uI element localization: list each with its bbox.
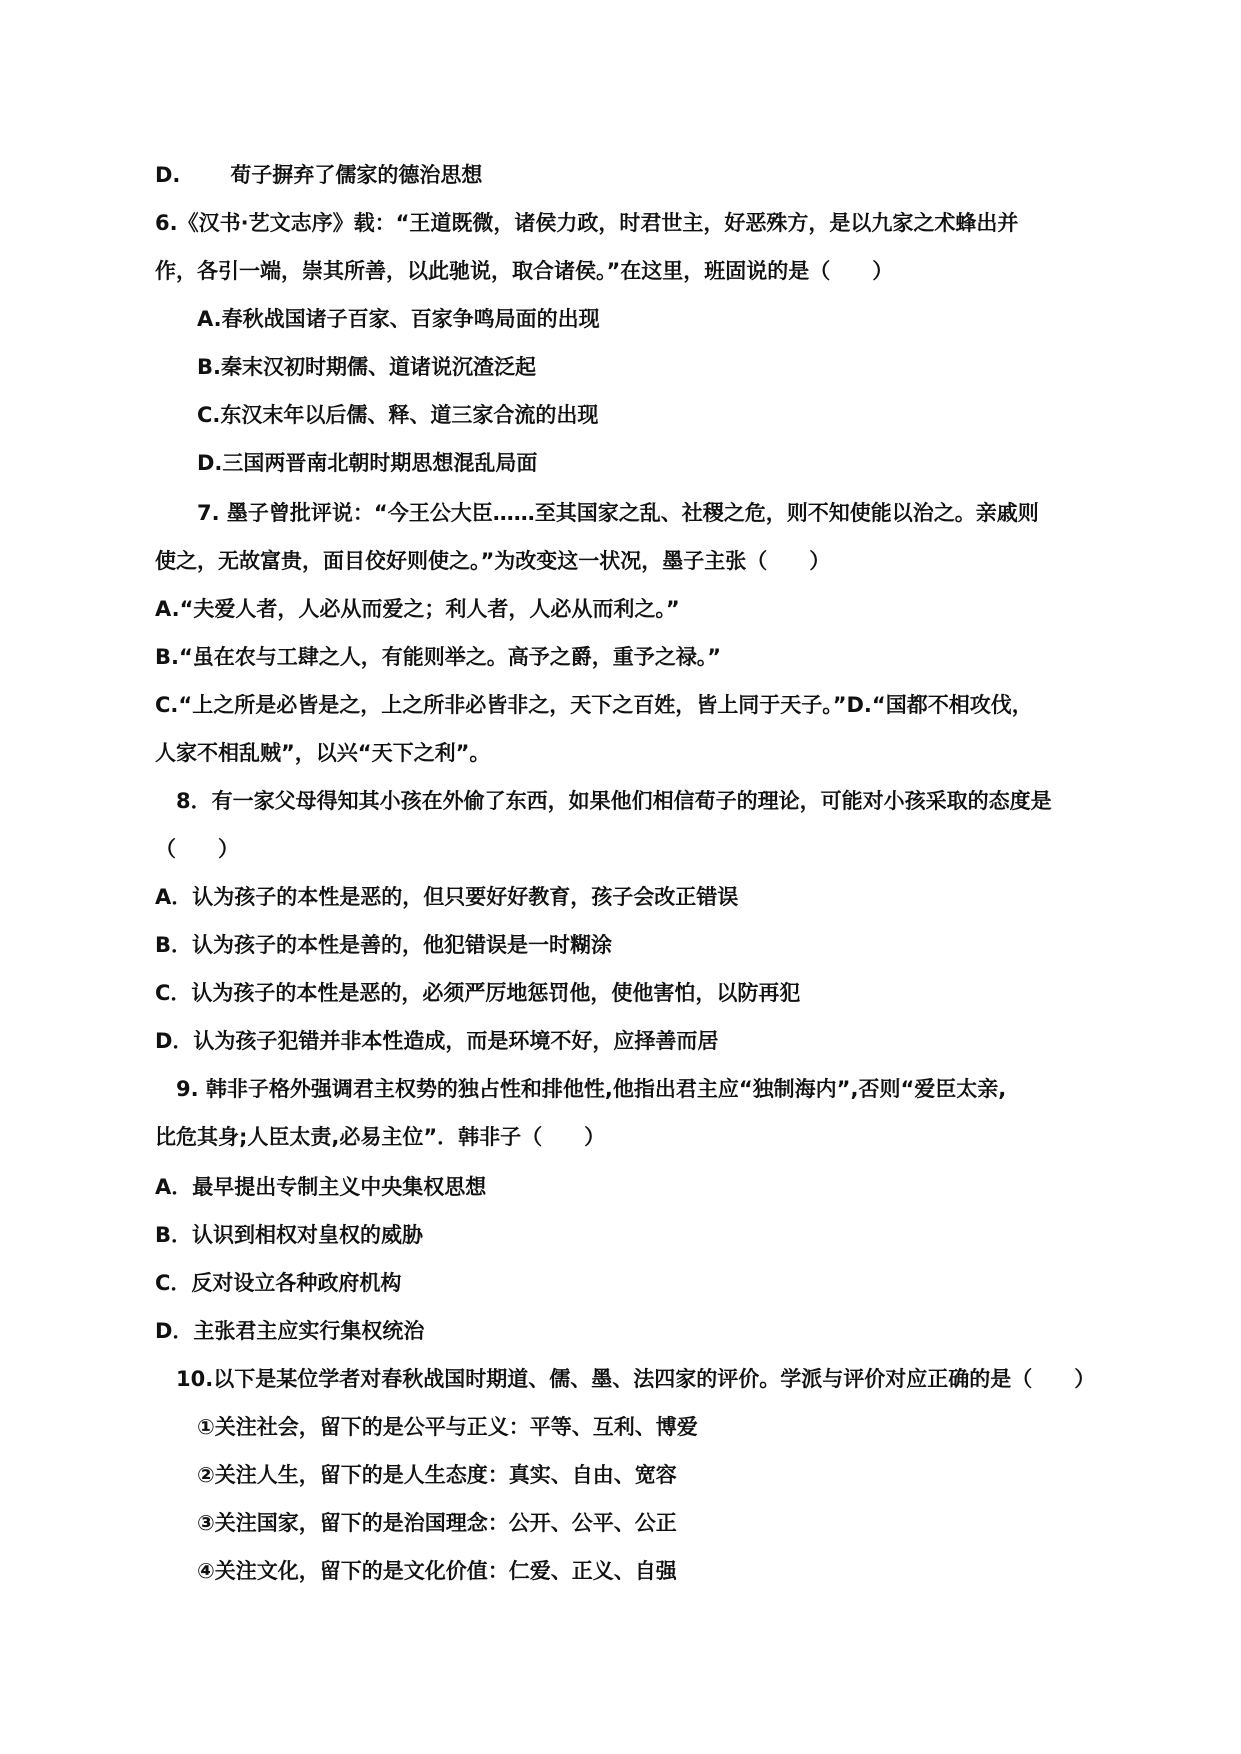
q7-option-d-cont: 人家不相乱贼”，以兴“天下之利”。 xyxy=(155,741,491,765)
question-7-text: 7. 墨子曾批评说：“今王公大臣……至其国家之乱、社稷之危，则不知使能以治之。亲戚则 xyxy=(197,501,1039,525)
q10-statement-2: ②关注人生，留下的是人生态度：真实、自由、宽容 xyxy=(197,1463,677,1487)
question-9-text-cont: 比危其身;人臣太责,必易主位”．韩非子（ ） xyxy=(155,1125,606,1149)
q6-option-d: D.三国两晋南北朝时期思想混乱局面 xyxy=(197,451,538,475)
q6-option-a: A.春秋战国诸子百家、百家争鸣局面的出现 xyxy=(197,307,600,331)
q9-option-b: B．认识到相权对皇权的威胁 xyxy=(155,1223,424,1247)
q5-option-d-line xyxy=(155,160,482,190)
q6-option-c: C.东汉末年以后儒、释、道三家合流的出现 xyxy=(197,403,599,427)
q8-option-c: C．认为孩子的本性是恶的，必须严厉地惩罚他，使他害怕，以防再犯 xyxy=(155,981,801,1005)
question-10-text: 10.以下是某位学者对春秋战国时期道、儒、墨、法四家的评价。学派与评价对应正确的是（ ） xyxy=(176,1367,1096,1391)
q9-option-c: C．反对设立各种政府机构 xyxy=(155,1271,402,1295)
q7-option-b: B.“虽在农与工肆之人，有能则举之。高予之爵，重予之禄。” xyxy=(155,645,722,669)
q8-option-d: D．认为孩子犯错并非本性造成，而是环境不好，应择善而居 xyxy=(155,1029,719,1053)
q7-option-a: A.“夫爱人者，人必从而爱之；利人者，人必从而利之。” xyxy=(155,597,680,621)
question-6-text-cont: 作，各引一端，崇其所善，以此驰说，取合诸侯。”在这里，班固说的是（ ） xyxy=(155,259,894,283)
q6-option-b: B.秦末汉初时期儒、道诸说沉渣泛起 xyxy=(197,355,536,379)
q9-option-d: D．主张君主应实行集权统治 xyxy=(155,1319,425,1343)
question-6-text: 6.《汉书·艺文志序》载：“王道既微，诸侯力政，时君世主，好恶殊方，是以九家之术蜂出并 xyxy=(155,211,1019,235)
q9-option-a: A．最早提出专制主义中央集权思想 xyxy=(155,1175,487,1199)
q7-option-c-d: C.“上之所是必皆是之，上之所非必皆非之，天下之百姓，皆上同于天子。”D.“国都不相攻伐， xyxy=(155,693,1033,717)
q10-statement-3: ③关注国家，留下的是治国理念：公开、公平、公正 xyxy=(197,1511,677,1535)
q10-statement-4: ④关注文化，留下的是文化价值：仁爱、正义、自强 xyxy=(197,1559,677,1583)
q8-option-a: A．认为孩子的本性是恶的，但只要好好教育，孩子会改正错误 xyxy=(155,885,739,909)
option-text: 荀子摒弃了儒家的德治思想 xyxy=(230,163,483,187)
q10-statement-1: ①关注社会，留下的是公平与正义：平等、互利、博爱 xyxy=(197,1415,698,1439)
question-8-text: 8．有一家父母得知其小孩在外偷了东西，如果他们相信荀子的理论，可能对小孩采取的态度是 xyxy=(176,789,1052,813)
question-9-text: 9. 韩非子格外强调君主权势的独占性和排他性,他指出君主应“独制海内”,否则“爱臣太亲, xyxy=(176,1077,1007,1101)
question-7-text-cont: 使之，无故富贵，面目佼好则使之。”为改变这一状况，墨子主张（ ） xyxy=(155,549,831,573)
question-8-blank: （ ） xyxy=(155,837,239,861)
q8-option-b: B．认为孩子的本性是善的，他犯错误是一时糊涂 xyxy=(155,933,613,957)
option-letter: D. xyxy=(155,163,181,187)
